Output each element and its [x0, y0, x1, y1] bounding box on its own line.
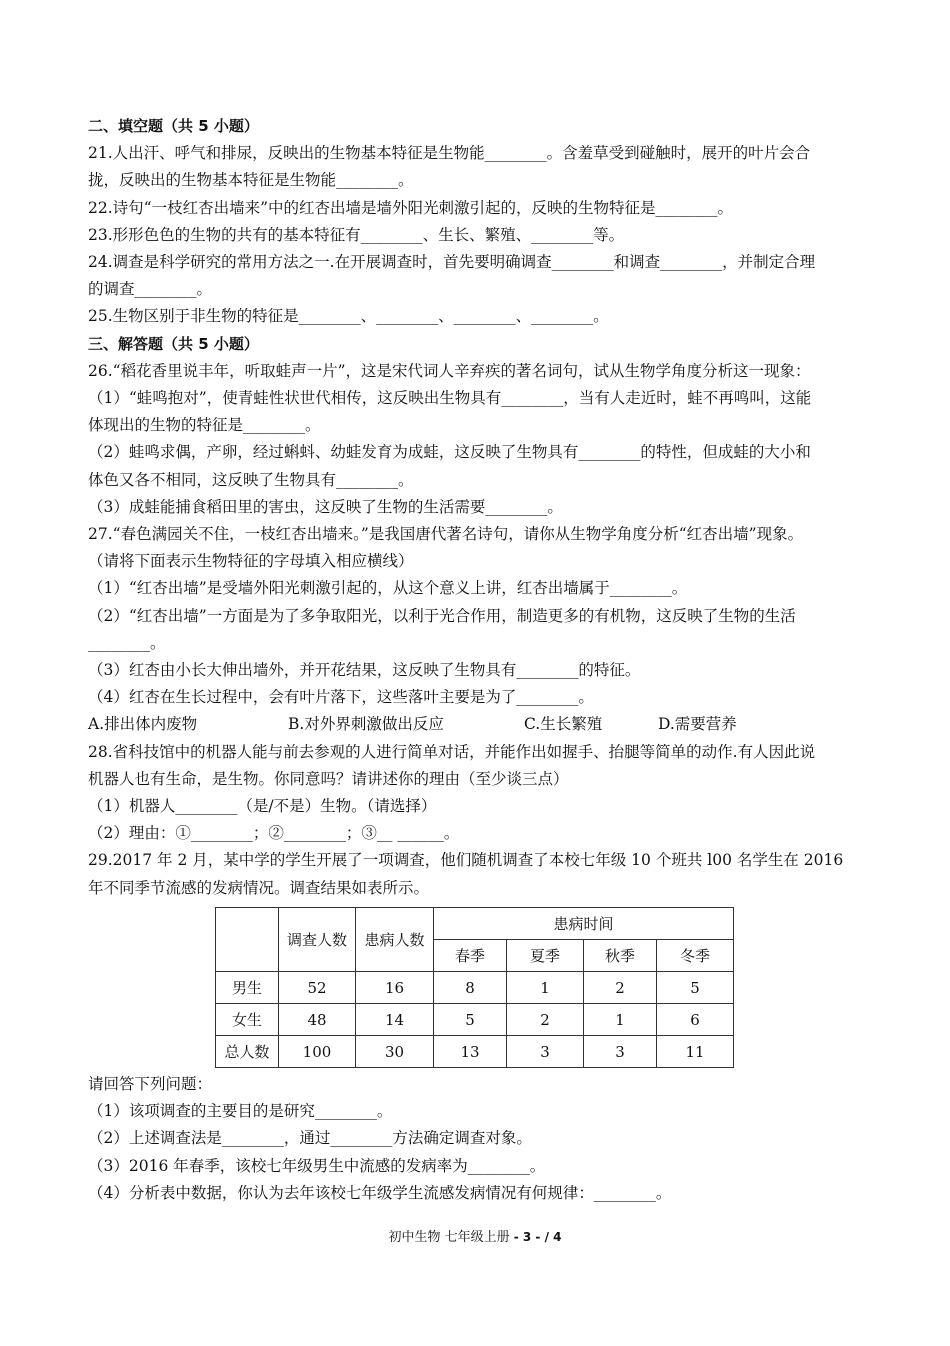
section-heading-fill: 二、填空题（共 5 小题） — [88, 117, 259, 135]
table-cell: 女生 — [216, 1004, 279, 1036]
table-row — [216, 972, 734, 1004]
footer-label: 初中生物 七年级上册 — [388, 1230, 510, 1245]
text-line: （1）“蛙鸣抱对”，使青蛙性状世代相传，这反映出生物具有________，当有人走近时，蛙不再鸣叫，这能 — [88, 389, 812, 408]
option-b: B.对外界刺激做出反应 — [288, 715, 444, 734]
text-line: 26.“稻花香里说丰年，听取蛙声一片”，这是宋代词人辛弃疾的著名词句，试从生物学角度分析这一现象： — [88, 361, 811, 380]
text-line: 的调查________。 — [88, 280, 213, 299]
text-line: 拢，反映出的生物基本特征是生物能________。 — [88, 171, 414, 190]
table-row — [216, 1004, 734, 1036]
text-line: 21.人出汗、呼气和排尿，反映出的生物基本特征是生物能________。含羞草受到碰触时，展开的叶片会合 — [88, 144, 811, 163]
text-line: 27.“春色满园关不住，一枝红杏出墙来。”是我国唐代著名诗句，请你从生物学角度分析“红杏出墙”现象。 — [88, 525, 804, 544]
text-line: （请将下面表示生物特征的字母填入相应横线） — [88, 552, 414, 571]
table-cell: 52 — [279, 972, 356, 1004]
header-surveyed: 调查人数 — [279, 908, 356, 972]
table-cell: 1 — [507, 972, 584, 1004]
text-line: （1）机器人________（是/不是）生物。（请选择） — [88, 797, 437, 816]
text-line: 请回答下列问题： — [88, 1075, 213, 1093]
table-cell: 2 — [584, 972, 657, 1004]
table-cell: 100 — [279, 1036, 356, 1068]
table-cell: 5 — [434, 1004, 507, 1036]
text-line: 体现出的生物的特征是________。 — [88, 416, 321, 435]
header-sick: 患病人数 — [356, 908, 434, 972]
text-line: 28.省科技馆中的机器人能与前去参观的人进行简单对话，并能作出如握手、抬腿等简单的动作.有人因此说 — [88, 742, 816, 761]
table-cell: 16 — [356, 972, 434, 1004]
text-line: （2）蛙鸣求偶，产卵，经过蝌蚪、幼蛙发育为成蛙，这反映了生物具有________的特性，但成蛙的大小和 — [88, 443, 811, 462]
table-cell: 14 — [356, 1004, 434, 1036]
table-cell: 总人数 — [216, 1036, 279, 1068]
text-line: 体色又各不相同，这反映了生物具有________。 — [88, 470, 414, 489]
survey-table — [215, 907, 734, 1068]
page-number: - 3 - / 4 — [513, 1230, 562, 1244]
page-footer — [0, 1226, 950, 1245]
section-heading-answer: 三、解答题（共 5 小题） — [88, 334, 259, 353]
table-cell: 男生 — [216, 972, 279, 1004]
header-season: 秋季 — [584, 940, 657, 972]
table-corner-cell — [216, 908, 279, 972]
table-cell: 3 — [584, 1036, 657, 1068]
table-cell: 30 — [356, 1036, 434, 1068]
page-body — [88, 113, 866, 902]
text-line: （4）分析表中数据，你认为去年该校七年级学生流感发病情况有何规律：________。 — [88, 1183, 672, 1202]
table-cell: 6 — [657, 1004, 734, 1036]
option-c: C.生长繁殖 — [524, 715, 603, 734]
table-cell: 5 — [657, 972, 734, 1004]
answer-options — [88, 711, 866, 738]
header-season: 夏季 — [507, 940, 584, 972]
text-line: ________。 — [88, 633, 166, 652]
table-cell: 13 — [434, 1036, 507, 1068]
questions-after-table — [88, 1071, 866, 1207]
text-line: 22.诗句“一枝红杏出墙来”中的红杏出墙是墙外阳光刺激引起的，反映的生物特征是________。 — [88, 198, 734, 217]
table-cell: 3 — [507, 1036, 584, 1068]
text-line: 24.调查是科学研究的常用方法之一.在开展调查时，首先要明确调查________和调查________，并制定合理 — [88, 253, 816, 272]
text-line: 23.形形色色的生物的共有的基本特征有________、生长、繁殖、________等。 — [88, 225, 625, 244]
text-line: 机器人也有生命，是生物。你同意吗？请讲述你的理由（至少谈三点） — [88, 769, 569, 788]
header-time: 患病时间 — [434, 908, 734, 940]
text-line: （3）2016 年春季，该校七年级男生中流感的发病率为________。 — [88, 1156, 546, 1175]
table-cell: 48 — [279, 1004, 356, 1036]
header-season: 冬季 — [657, 940, 734, 972]
table-cell: 2 — [507, 1004, 584, 1036]
text-line: （2）上述调查法是________，通过________方法确定调查对象。 — [88, 1129, 532, 1148]
text-line: （1）“红杏出墙”是受墙外阳光刺激引起的，从这个意义上讲，红杏出墙属于________。 — [88, 579, 688, 598]
text-line: 年不同季节流感的发病情况。调查结果如表所示。 — [88, 878, 430, 897]
table-cell: 1 — [584, 1004, 657, 1036]
text-line: （2）理由：①________；②________；③__ ______。 — [88, 824, 460, 843]
text-line: （3）红杏由小长大伸出墙外，并开花结果，这反映了生物具有________的特征。 — [88, 661, 641, 680]
header-season: 春季 — [434, 940, 507, 972]
text-line: （4）红杏在生长过程中，会有叶片落下，这些落叶主要是为了________。 — [88, 688, 594, 707]
text-line: （1）该项调查的主要目的是研究________。 — [88, 1102, 393, 1121]
text-line: （2）“红杏出墙”一方面是为了多争取阳光，以利于光合作用，制造更多的有机物，这反映了生物的生活 — [88, 606, 796, 625]
option-d: D.需要营养 — [658, 715, 737, 734]
text-line: 25.生物区别于非生物的特征是________、________、________、________。 — [88, 307, 609, 326]
table-row — [216, 1036, 734, 1068]
table-cell: 8 — [434, 972, 507, 1004]
table-cell: 11 — [657, 1036, 734, 1068]
text-line: （3）成蛙能捕食稻田里的害虫，这反映了生物的生活需要________。 — [88, 497, 563, 516]
option-a: A.排出体内废物 — [88, 715, 198, 734]
text-line: 29.2017 年 2 月，某中学的学生开展了一项调查，他们随机调查了本校七年级 10 个班共 l00 名学生在 2016 — [88, 851, 844, 870]
